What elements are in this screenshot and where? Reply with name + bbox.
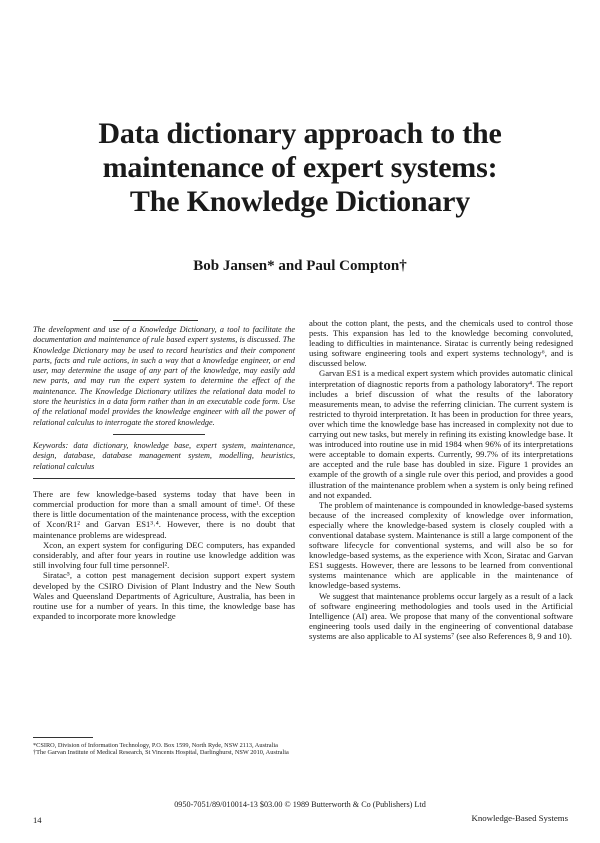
article-title [40,117,560,219]
right-body-text [309,318,573,641]
keywords: Keywords: data dictionary, knowledge base, expert system, maintenance, design, database, database management system, modelling, heuristics, relational calculus [33,440,295,471]
authors: Bob Jansen* and Paul Compton† [193,258,407,274]
abstract-bottom-rule [33,478,295,479]
body-paragraph: about the cotton plant, the pests, and the chemicals used to control those pests. This expansion has led to the knowledge becoming convoluted, leading to difficulties in maintenance. Siratac is currently being redesigned using software engineering tools and expert systems technology⁶, and is discussed below. [309,318,573,369]
footnotes [33,742,295,757]
title-line-3: The Knowledge Dictionary [129,185,471,218]
body-paragraph: Xcon, an expert system for configuring DEC computers, has expanded considerably, and after four years in routine use knowledge addition was still involving four full time personnel². [33,539,295,571]
title-line-2: maintenance of expert systems: [102,151,498,184]
page-number: 14 [33,815,42,825]
abstract: The development and use of a Knowledge Dictionary, a tool to facilitate the documentation and maintenance of rule based expert systems, is discussed. The Knowledge Dictionary may be used to record heuristics and their component parts, facts and rule actions, in such a way that a knowledge engineer, or end user, may determine the usage of any part of the knowledge, may easily add new parts, and may run the expert system to determine the effect of the maintenance. The Knowledge Dictionary utilizes the relational data model to store the heuristics in a data form rather than in an executable code form. Use of the relational model provides the knowledge engineer with all the power of relational calculus to interrogate the stored knowledge. [33,325,295,427]
title-line-1: Data dictionary approach to the [98,117,502,150]
left-column [33,320,295,622]
body-paragraph: There are few knowledge-based systems today that have been in commercial production for more than a small amount of time¹. Of these there is little documentation of the maintenance process, with the exception of Xcon/R1² and Garvan ES1³˒⁴. However, there is no doubt that maintenance problems are widespread. [33,488,295,540]
abstract-keywords-divider [113,434,205,435]
footnote-affiliation-1: *CSIRO, Division of Information Technology, P.O. Box 1599, North Ryde, NSW 2113, Australia [33,742,278,749]
copyright-line: 0950-7051/89/010014-13 $03.00 © 1989 Butterworth & Co (Publishers) Ltd [174,800,426,809]
footnote-affiliation-2: †The Garvan Institute of Medical Research, St Vincents Hospital, Darlinghurst, NSW 2010, Australia [33,749,289,757]
body-paragraph: Garvan ES1 is a medical expert system which provides automatic clinical interpretation of diagnostic reports from a pathology laboratory⁴. The report includes a brief discussion of what the results of the laboratory measurements mean, to advise the referring clinician. The current system is restricted to thyroid interpretation. It has been in production for three years, over which time the knowledge base has increased in complexity not due to carrying out new tasks, but merely in refining its existing knowledge base. It was introduced into routine use in mid 1984 when 96% of its interpretations were acceptable to domain experts. Currently, 99.7% of its interpretations are accepted and the rule base has doubled in size. Figure 1 provides an example of the growth of a single rule over this period, and provides a good illustration of the maintenance problem when a system is only being refined and not expanded. [309,368,573,500]
body-paragraph: Siratac⁵, a cotton pest management decision support expert system developed by the CSIRO Division of Plant Industry and the New South Wales and Queensland Departments of Agriculture, Australia, has been in routine use for a number of years. In this time, the knowledge base has expanded to incorporate more knowledge [33,570,295,622]
body-paragraph: We suggest that maintenance problems occur largely as a result of a lack of software engineering methodologies and tools used in the Artificial Intelligence (AI) area. We propose that many of the conventional software engineering tools used daily in the engineering of conventional database systems are also applicable to AI systems⁷ (see also References 8, 9 and 10). [309,590,573,641]
body-paragraph: The problem of maintenance is compounded in knowledge-based systems because of the increased complexity of knowledge over information, especially where the knowledge-based system is closely coupled with a conventional database system. Maintenance is still a large component of the software lifecycle for conventional systems, and will also be so for knowledge-based systems, as the experience with Xcon, Siratac and Garvan ES1 suggests. However, there are lessons to be learned from conventional systems maintenance which are applicable in the maintenance of knowledge-based systems. [309,499,573,591]
right-column [309,318,573,641]
footnote-rule [33,737,93,738]
left-body-text [33,489,295,622]
abstract-top-rule [113,320,198,321]
journal-name: Knowledge-Based Systems [471,813,568,823]
